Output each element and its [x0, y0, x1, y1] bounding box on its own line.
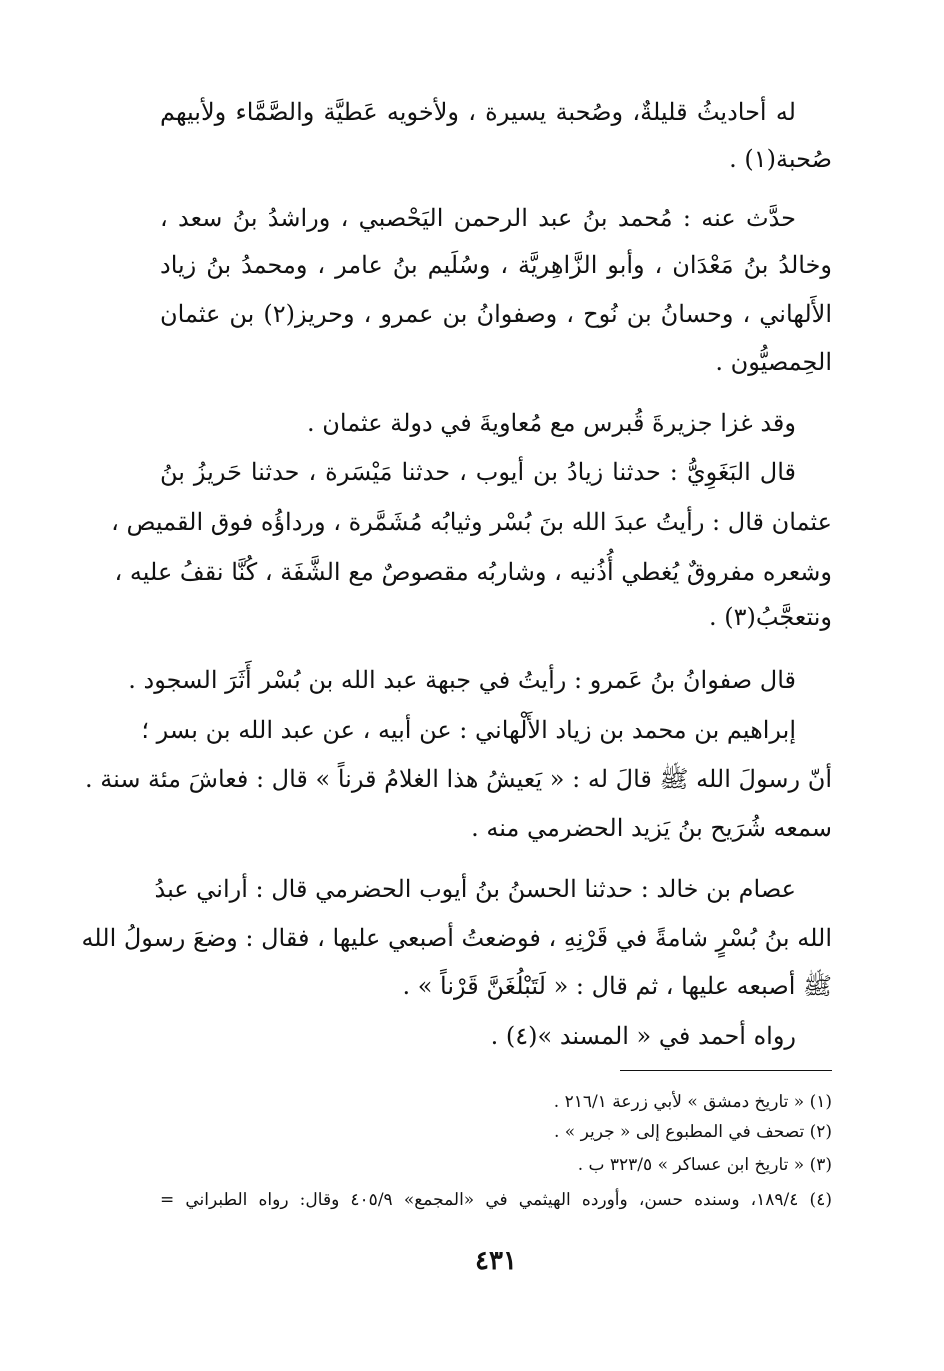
body-line: سمعه شُرَيح بنُ يَزيد الحضرمي منه . [471, 814, 832, 842]
page-number: ٤٣١ [475, 1246, 517, 1276]
body-line: الأَلهاني ، وحسانُ بن نُوح ، وصفوانُ بن عمرو ، وحريز(٢) بن عثمان [160, 300, 832, 328]
body-line: الحِمصيُّون . [715, 348, 832, 376]
body-line: قال صفوانُ بنُ عَمرو : رأيتُ في جبهة عبد الله بن بُسْر أَثَرَ السجود . [128, 666, 796, 694]
body-line: الله بنُ بُسْرٍ شامةً في قَرْنِهِ ، فوضعتُ أصبعي عليها ، فقال : وضعَ رسولُ الله [81, 924, 832, 952]
footnote-separator [620, 1070, 832, 1071]
body-line: رواه أحمد في « المسند »(٤) . [490, 1022, 796, 1050]
body-line: إبراهيم بن محمد بن زياد الأَلْهاني : عن أبيه ، عن عبد الله بن بسر ؛ [141, 716, 796, 744]
footnote: (٤) ١٨٩/٤، وسنده حسن، وأورده الهيثمي في «المجمع» ٤٠٥/٩ وقال: رواه الطبراني = [160, 1190, 832, 1210]
body-line: صُحبة(١) . [729, 145, 832, 173]
body-line: وقد غزا جزيرةَ قُبرس مع مُعاويةَ في دولة عثمان . [306, 409, 796, 437]
body-line: أنّ رسولَ الله ﷺ قالَ له : « يَعيشُ هذا الغلامُ قرناً » قال : فعاشَ مئة سنة . [84, 765, 832, 793]
body-line: له أحاديثُ قليلةٌ، وصُحبة يسيرة ، ولأخويه عَطيَّة والصَّمَّاء ولأبيهم [160, 98, 796, 126]
footnote: (٢) تصحف في المطبوع إلى « جرير » . [554, 1122, 832, 1142]
body-line: وخالدُ بنُ مَعْدَان ، وأبو الزَّاهِريَّة ، وسُلَيم بنُ عامر ، ومحمدُ بنُ زياد [160, 251, 832, 279]
footnote: (١) « تاريخ دمشق » لأبي زرعة ٢١٦/١ . [553, 1092, 832, 1112]
body-line: ونتعجَّبُ(٣) . [708, 603, 832, 631]
body-line: ﷺ أصبعه عليها ، ثم قال : « لَتَبْلُغَنَّ قَرْناً » . [402, 972, 832, 1000]
body-line: قال البَغَوِيُّ : حدثنا زيادُ بن أيوب ، حدثنا مَيْسَرة ، حدثنا حَريزُ بنُ [160, 458, 796, 486]
body-line: عصام بن خالد : حدثنا الحسنُ بنُ أيوب الحضرمي قال : أراني عبدُ [154, 875, 796, 903]
book-page [81, 0, 832, 1371]
body-line: وشعره مفروقٌ يُغطي أُذُنيه ، وشاربُه مقصوصٌ مع الشَّفَة ، كُنَّا نقفُ عليه ، [114, 558, 832, 586]
body-line: حدَّث عنه : مُحمد بنُ عبد الرحمن اليَحْصبي ، وراشدُ بنُ سعد ، [160, 204, 796, 232]
body-line: عثمان قال : رأيتُ عبدَ الله بنَ بُسْر وثيابُه مُشَمَّرة ، ورداؤُه فوق القميص ، [111, 508, 832, 536]
footnote: (٣) « تاريخ ابن عساكر » ٣٢٣/٥ ب . [577, 1155, 832, 1175]
